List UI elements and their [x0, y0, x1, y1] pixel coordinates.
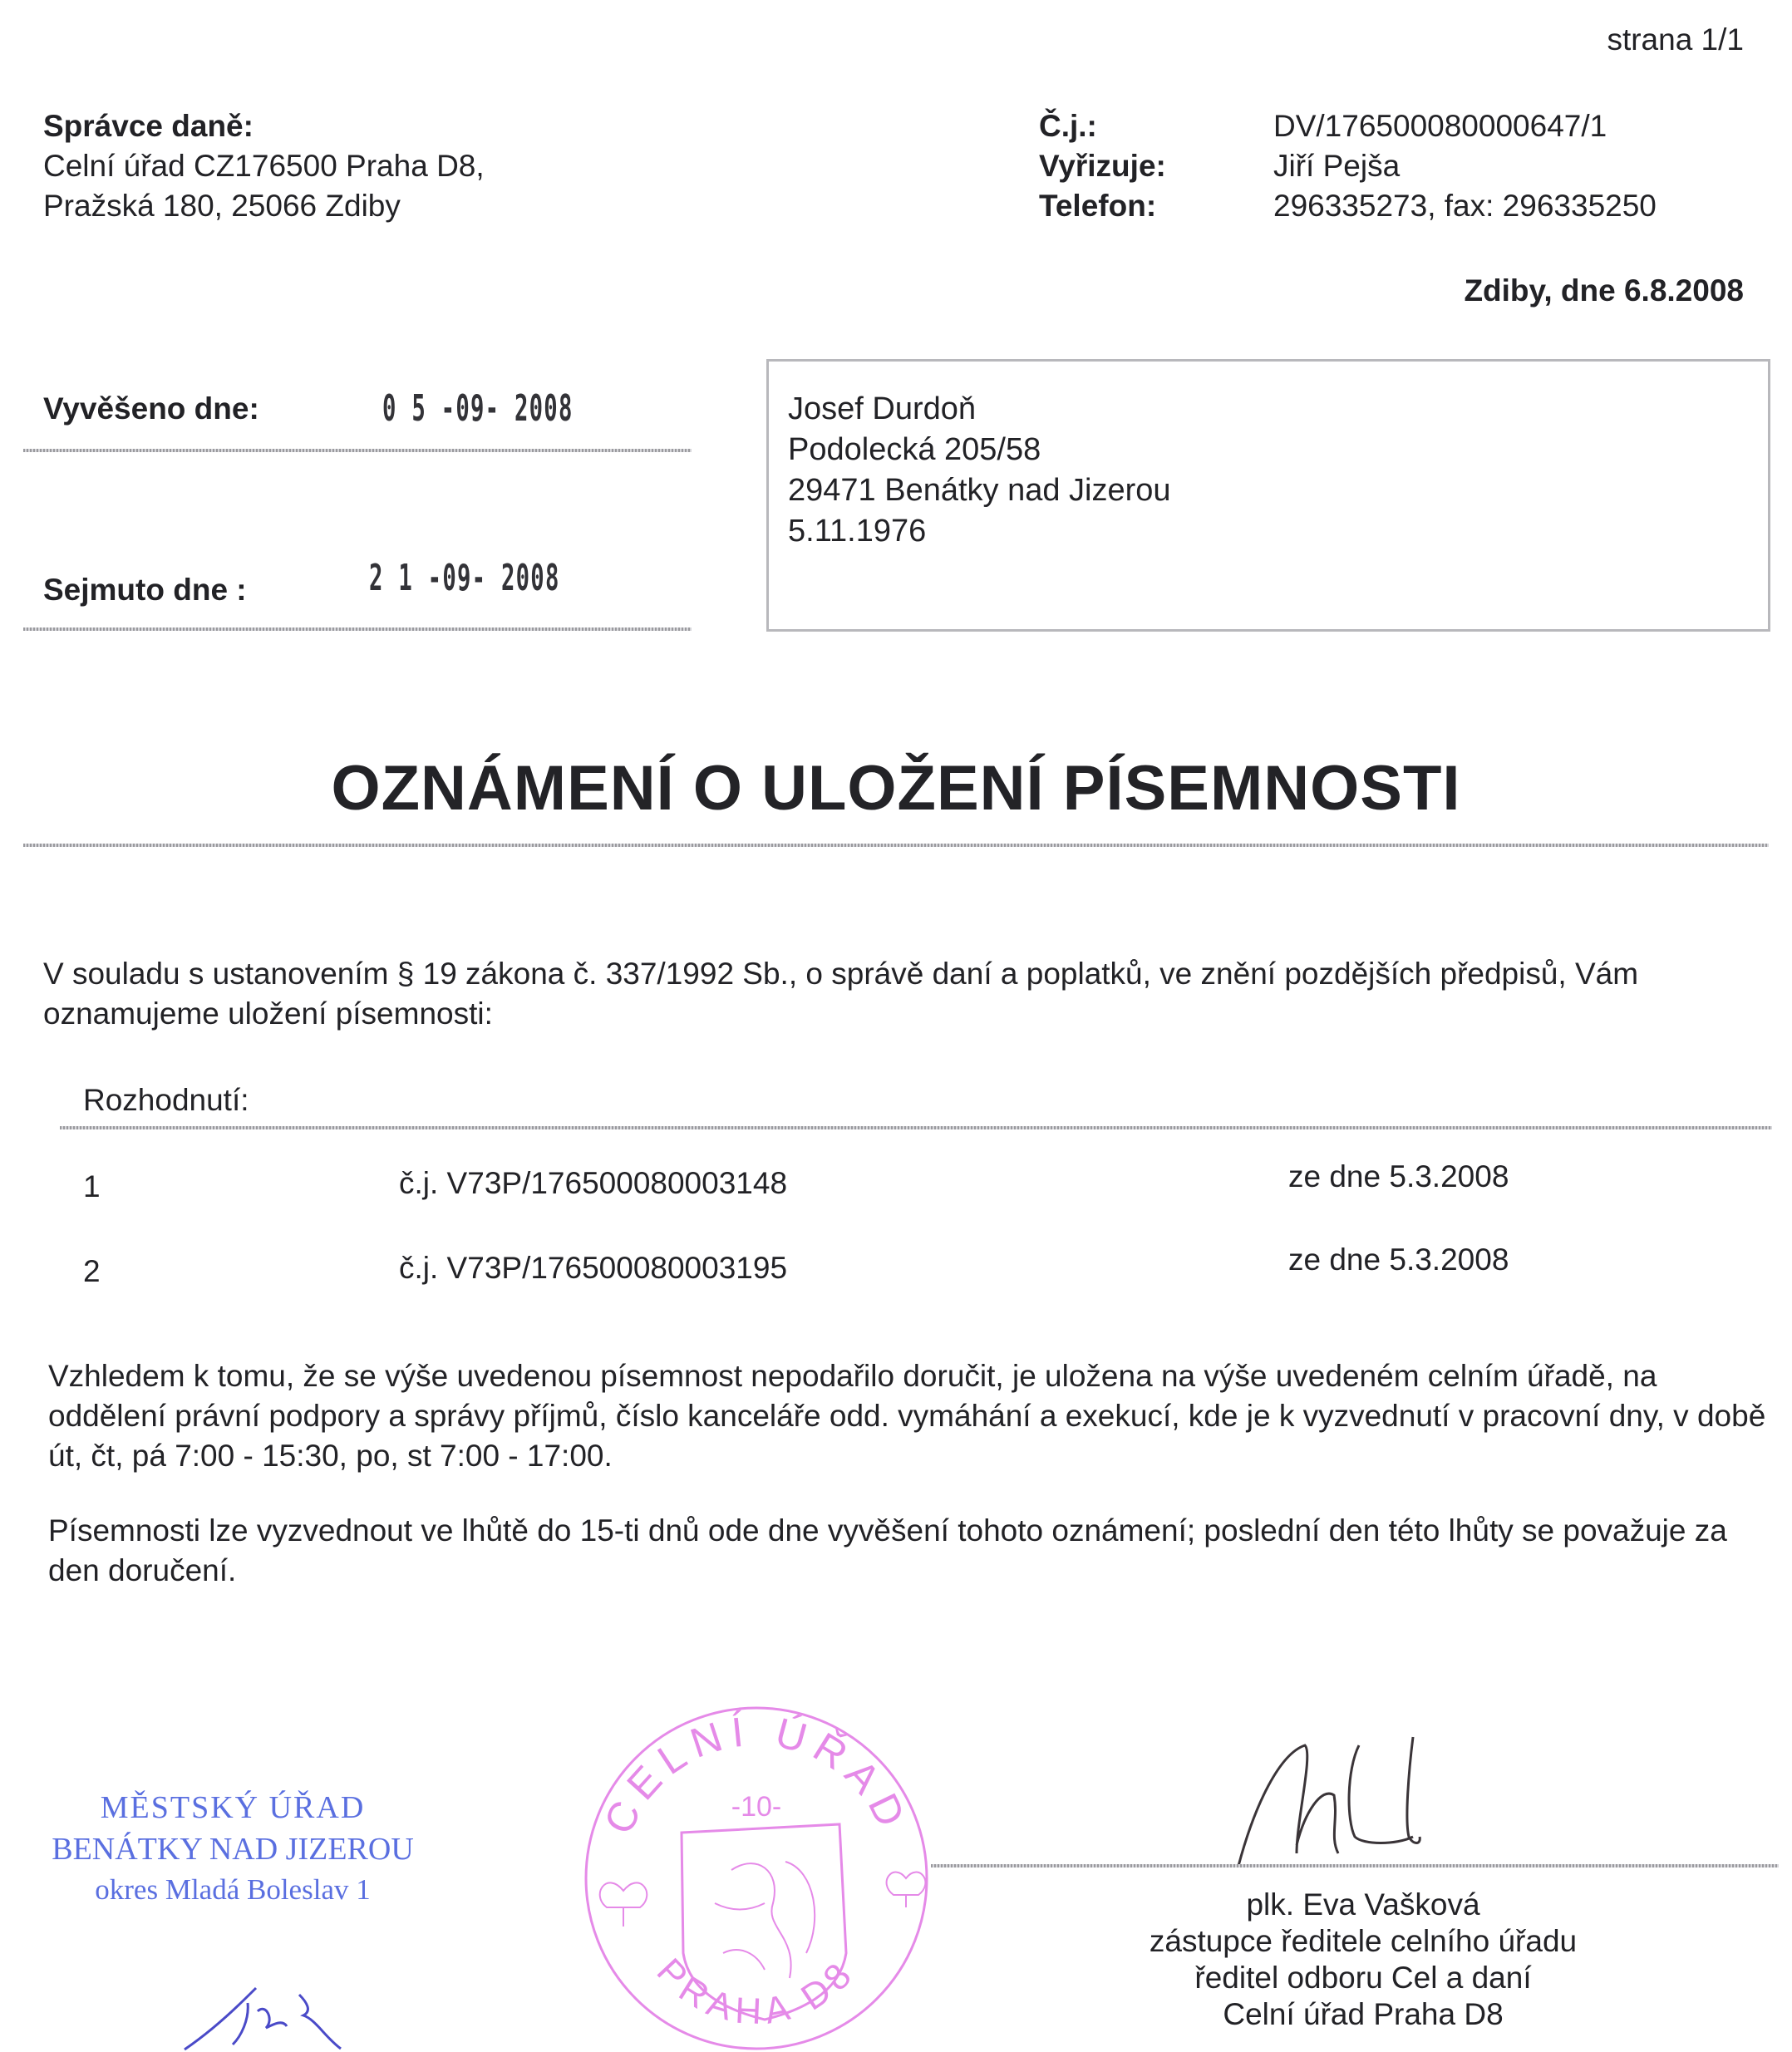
signatory-name: plk. Eva Vašková [1246, 1887, 1480, 1922]
recipient-name: Josef Durdoň [788, 391, 977, 426]
signatory-position-1: zástupce ředitele celního úřadu [1149, 1924, 1578, 1958]
removed-label: Sejmuto dne : [43, 573, 247, 607]
title-divider [23, 844, 1769, 847]
decision-reference: č.j. V73P/176500080003148 [399, 1166, 788, 1200]
storage-paragraph: Vzhledem k tomu, že se výše uvedenou písemnost nepodařilo doručit, je uložena na výše uvedeném celním úřadě, na oddělení právní podpory a správy příjmů, číslo kanceláře odd. vymáhání a exekucí, kde je k vyzvednutí v pracovní dny, v době út, čt, pá 7:00 - 15:30, po, st 7:00 - 17:00. [48, 1359, 1766, 1473]
deadline-paragraph: Písemnosti lze vyzvednout ve lhůtě do 15-ti dnů ode dne vyvěšení tohoto oznámení; poslední den této lhůty se považuje za den doručení. [48, 1513, 1727, 1587]
decision-date: ze dne 5.3.2008 [1288, 1159, 1509, 1193]
place-date: Zdiby, dne 6.8.2008 [1464, 273, 1744, 308]
recipient-birth-date: 5.11.1976 [788, 514, 927, 549]
signatory-block [997, 1887, 1729, 2033]
municipal-stamp-line-1: MĚSTSKÝ ÚŘAD [100, 1790, 366, 1825]
signatory-position-2: ředitel odboru Cel a daní [1194, 1961, 1532, 1995]
customs-stamp-top-text: CELNÍ ÚŘAD [594, 1707, 918, 1842]
cj-value: DV/176500080000647/1 [1273, 109, 1607, 143]
municipal-signature [183, 1986, 399, 2052]
phone-label: Telefon: [1039, 189, 1157, 223]
intro-paragraph: V souladu s ustanovením § 19 zákona č. 337/1992 Sb., o správě daní a poplatků, ve znění pozdějších předpisů, Vám oznamujeme uložení písemnosti: [43, 957, 1639, 1031]
decision-reference: č.j. V73P/176500080003195 [399, 1251, 788, 1285]
municipal-stamp-line-3: okres Mladá Boleslav 1 [95, 1873, 371, 1906]
handled-by-value: Jiří Pejša [1273, 149, 1401, 183]
decisions-heading: Rozhodnutí: [83, 1083, 249, 1117]
phone-value: 296335273, fax: 296335250 [1273, 189, 1657, 223]
handled-by-label: Vyřizuje: [1039, 149, 1166, 183]
linden-leaf-icon [600, 1882, 647, 1927]
customs-office-stamp [565, 1704, 948, 2052]
decision-number: 1 [83, 1169, 101, 1203]
customs-stamp-number: -10- [731, 1791, 782, 1823]
signatory-signature [1214, 1720, 1529, 1870]
posted-date-stamp: 0 5 -09- 2008 [382, 387, 574, 430]
svg-text:PRAHA D8 [649, 1951, 864, 2032]
decision-number: 2 [83, 1254, 101, 1288]
municipal-stamp-line-2: BENÁTKY NAD JIZEROU [52, 1832, 414, 1867]
signatory-office: Celní úřad Praha D8 [1223, 1997, 1504, 2031]
recipient-street: Podolecká 205/58 [788, 432, 1041, 467]
decision-date: ze dne 5.3.2008 [1288, 1243, 1509, 1277]
tax-administrator-label: Správce daně: [43, 109, 254, 143]
cj-label: Č.j.: [1039, 109, 1097, 143]
posted-divider [23, 449, 692, 452]
page-indicator: strana 1/1 [1607, 22, 1744, 57]
signature-line [931, 1864, 1779, 1867]
lion-icon [715, 1862, 815, 1978]
removed-date-stamp: 2 1 -09- 2008 [369, 557, 560, 599]
municipal-office-stamp [25, 1787, 441, 1910]
recipient-city: 29471 Benátky nad Jizerou [788, 473, 1171, 508]
tax-administrator-line-2: Pražská 180, 25066 Zdiby [43, 189, 401, 223]
removed-divider [23, 627, 692, 631]
decisions-divider [60, 1126, 1772, 1129]
linden-leaf-icon [887, 1872, 926, 1907]
customs-stamp-bottom-text: PRAHA D8 [648, 1951, 864, 2033]
tax-administrator-line-1: Celní úřad CZ176500 Praha D8, [43, 149, 485, 183]
posted-label: Vyvěšeno dne: [43, 391, 259, 426]
document-title: OZNÁMENÍ O ULOŽENÍ PÍSEMNOSTI [331, 753, 1461, 824]
